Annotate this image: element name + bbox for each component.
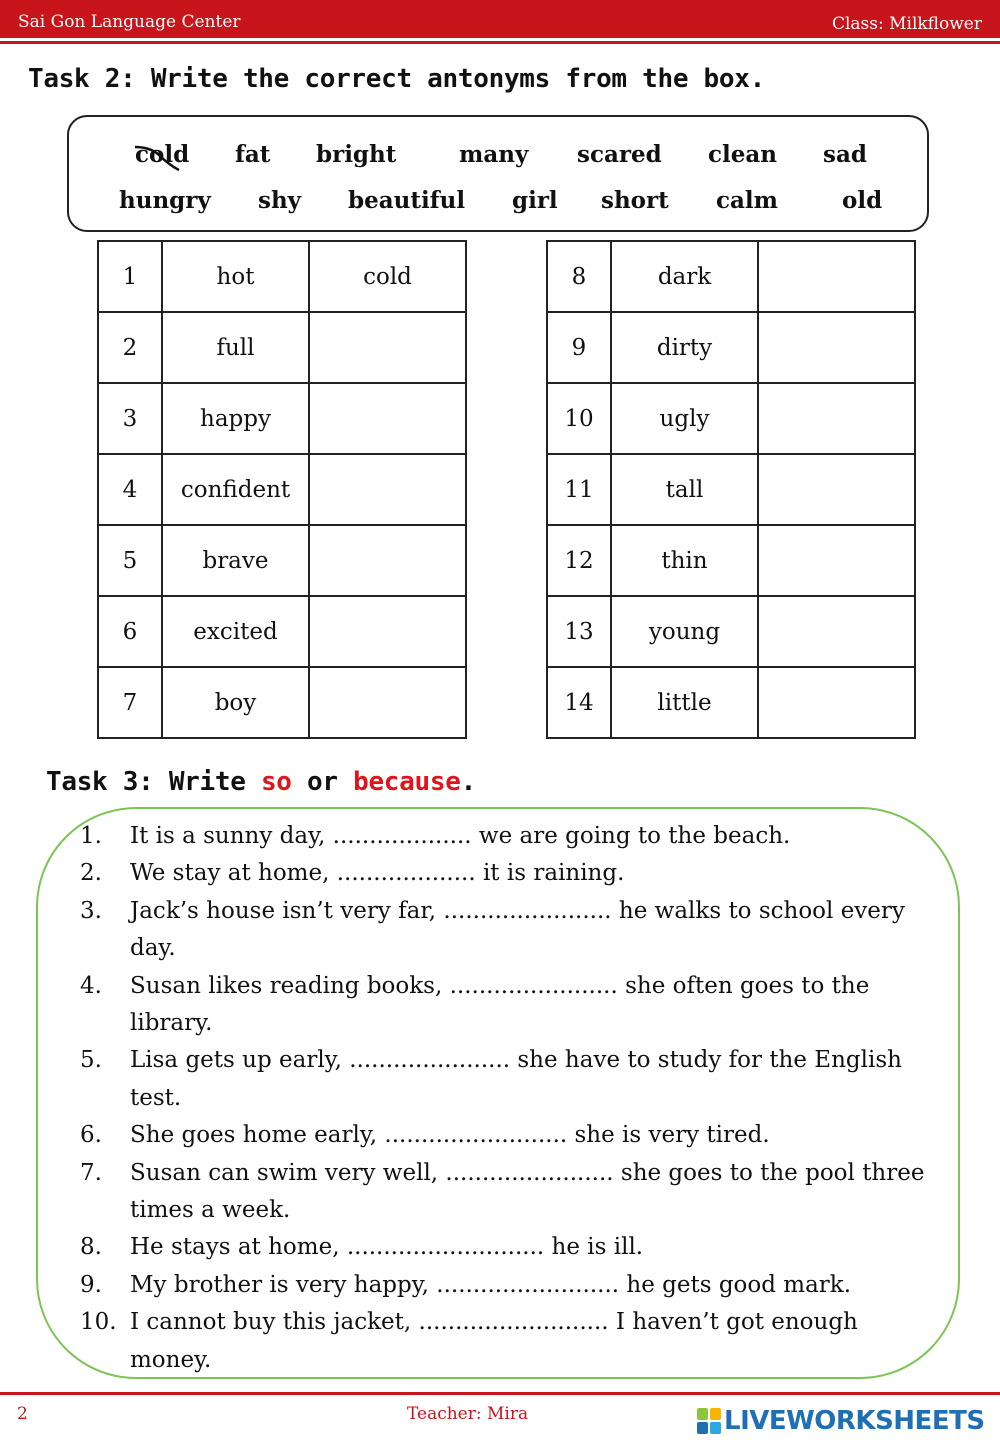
table-row xyxy=(98,596,466,667)
sentence-number: 2. xyxy=(80,860,102,887)
answer-cell[interactable] xyxy=(309,454,466,525)
word-bank-item: hungry xyxy=(119,187,211,214)
answer-cell[interactable] xyxy=(758,454,915,525)
antonym-table-left xyxy=(97,240,467,739)
footer-divider xyxy=(0,1392,1000,1395)
word-cell: tall xyxy=(611,454,758,525)
word-cell: excited xyxy=(162,596,309,667)
sentence-item xyxy=(80,855,940,892)
task2-title: Task 2: Write the correct antonyms from the box. xyxy=(28,64,765,94)
school-name: Sai Gon Language Center xyxy=(18,12,241,32)
word-bank-item: shy xyxy=(258,187,302,214)
table-row xyxy=(547,312,915,383)
task3-title: Task 3: Write so or because. xyxy=(46,767,476,797)
table-row xyxy=(547,596,915,667)
table-row xyxy=(547,241,915,312)
sentence-number: 10. xyxy=(80,1309,117,1336)
table-row xyxy=(98,241,466,312)
word-bank-item: bright xyxy=(316,141,397,168)
word-bank-item: short xyxy=(601,187,669,214)
sentence-item xyxy=(80,1304,940,1379)
word-bank-box xyxy=(67,115,929,232)
sentence-number: 1. xyxy=(80,823,102,849)
word-bank-item: clean xyxy=(708,141,777,168)
row-number: 1 xyxy=(98,241,162,312)
word-cell: full xyxy=(162,312,309,383)
sentence-item xyxy=(80,1042,940,1117)
answer-cell[interactable] xyxy=(309,525,466,596)
liveworksheets-logo-icon xyxy=(697,1408,721,1434)
sentence-text[interactable]: She goes home early, ......................... she is very tired. xyxy=(130,1122,770,1149)
table-row xyxy=(98,312,466,383)
row-number: 13 xyxy=(547,596,611,667)
row-number: 14 xyxy=(547,667,611,738)
answer-cell[interactable] xyxy=(309,312,466,383)
answer-cell[interactable] xyxy=(758,596,915,667)
keyword-so: so xyxy=(260,767,292,797)
sentence-number: 8. xyxy=(80,1234,102,1261)
word-cell: brave xyxy=(162,525,309,596)
row-number: 4 xyxy=(98,454,162,525)
row-number: 3 xyxy=(98,383,162,454)
answer-cell[interactable] xyxy=(758,667,915,738)
sentence-item xyxy=(80,1229,940,1266)
sentence-number: 4. xyxy=(80,972,102,999)
answer-cell[interactable] xyxy=(309,383,466,454)
table-row xyxy=(547,383,915,454)
word-cell: dirty xyxy=(611,312,758,383)
answer-cell[interactable] xyxy=(309,596,466,667)
sentence-number: 7. xyxy=(80,1159,102,1186)
word-cell: ugly xyxy=(611,383,758,454)
table-row xyxy=(98,454,466,525)
sentence-text[interactable]: Susan likes reading books, ....................... she often goes to the library. xyxy=(130,972,870,1037)
sentence-text[interactable]: It is a sunny day, ................... we are going to the beach. xyxy=(130,823,791,849)
word-cell: happy xyxy=(162,383,309,454)
sentence-item xyxy=(80,1117,940,1154)
word-cell: confident xyxy=(162,454,309,525)
row-number: 7 xyxy=(98,667,162,738)
page-number: 2 xyxy=(17,1404,28,1424)
row-number: 2 xyxy=(98,312,162,383)
sentence-item xyxy=(80,818,940,855)
answer-cell[interactable]: cold xyxy=(309,241,466,312)
word-bank-item: many xyxy=(459,141,529,168)
answer-cell[interactable] xyxy=(758,241,915,312)
sentence-text[interactable]: We stay at home, ................... it is raining. xyxy=(130,860,625,887)
word-bank-item: old xyxy=(842,187,883,214)
table-row xyxy=(547,525,915,596)
row-number: 11 xyxy=(547,454,611,525)
keyword-because: because xyxy=(353,767,461,797)
sentence-item xyxy=(80,968,940,1043)
class-label: Class: Milkflower xyxy=(831,14,982,34)
liveworksheets-logo xyxy=(697,1404,985,1438)
word-cell: little xyxy=(611,667,758,738)
sentence-item xyxy=(80,1267,940,1304)
row-number: 12 xyxy=(547,525,611,596)
sentence-item xyxy=(80,893,940,968)
row-number: 8 xyxy=(547,241,611,312)
word-cell: thin xyxy=(611,525,758,596)
sentence-list xyxy=(80,818,940,1379)
sentence-number: 9. xyxy=(80,1271,102,1298)
header-divider xyxy=(0,41,1000,44)
sentence-number: 5. xyxy=(80,1047,102,1074)
table-row xyxy=(547,667,915,738)
sentence-text[interactable]: He stays at home, ........................... he is ill. xyxy=(130,1234,644,1261)
page-header-bar xyxy=(0,0,1000,38)
answer-cell[interactable] xyxy=(758,525,915,596)
row-number: 10 xyxy=(547,383,611,454)
sentence-number: 6. xyxy=(80,1122,102,1149)
word-cell: young xyxy=(611,596,758,667)
table-row xyxy=(547,454,915,525)
word-cell: dark xyxy=(611,241,758,312)
word-bank-item: calm xyxy=(716,187,778,214)
answer-cell[interactable] xyxy=(758,312,915,383)
table-row xyxy=(98,383,466,454)
row-number: 5 xyxy=(98,525,162,596)
sentence-item xyxy=(80,1155,940,1230)
word-bank-item: fat xyxy=(235,141,271,168)
teacher-name: Teacher: Mira xyxy=(407,1404,529,1424)
sentence-text[interactable]: My brother is very happy, ......................... he gets good mark. xyxy=(130,1271,852,1298)
answer-cell[interactable] xyxy=(309,667,466,738)
sentence-text[interactable]: Jack’s house isn’t very far, ....................... he walks to school every day. xyxy=(130,897,905,962)
row-number: 6 xyxy=(98,596,162,667)
word-cell: boy xyxy=(162,667,309,738)
word-bank-item: girl xyxy=(512,187,558,214)
word-bank-item: cold xyxy=(135,141,189,168)
liveworksheets-logo-text: LIVEWORKSHEETS xyxy=(724,1406,985,1436)
word-bank-item: sad xyxy=(823,141,867,168)
word-bank-item: beautiful xyxy=(348,187,466,214)
sentence-text[interactable]: Susan can swim very well, ....................... she goes to the pool three times a week. xyxy=(130,1159,925,1224)
sentence-number: 3. xyxy=(80,897,102,924)
word-bank-item: scared xyxy=(577,141,662,168)
answer-cell[interactable] xyxy=(758,383,915,454)
sentence-text[interactable]: Lisa gets up early, ...................... she have to study for the English test. xyxy=(130,1047,902,1111)
antonym-table-right xyxy=(546,240,916,739)
table-row xyxy=(98,525,466,596)
table-row xyxy=(98,667,466,738)
row-number: 9 xyxy=(547,312,611,383)
word-cell: hot xyxy=(162,241,309,312)
sentence-text[interactable]: I cannot buy this jacket, .......................... I haven’t got enough money. xyxy=(130,1309,858,1373)
